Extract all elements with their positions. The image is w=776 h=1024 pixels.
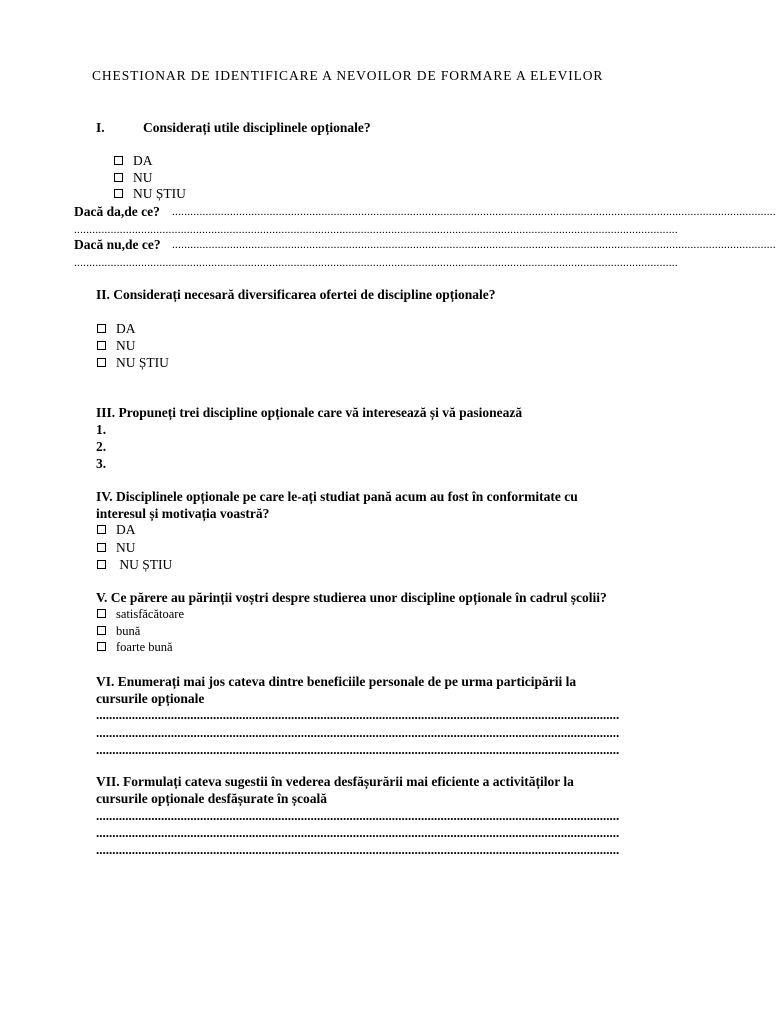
- checkbox-icon[interactable]: [114, 173, 123, 182]
- q4-option-da[interactable]: [97, 522, 136, 538]
- option-label: NU ȘTIU: [116, 557, 173, 572]
- question-7-line-1: VII. Formulați cateva sugestii în vederea desfășurării mai eficiente a activităților la: [96, 774, 574, 789]
- q4-option-nu[interactable]: [97, 540, 136, 556]
- checkbox-icon[interactable]: [97, 525, 106, 534]
- answer-line[interactable]: .................................................................................................................................................................: [96, 707, 620, 722]
- option-label: NU ȘTIU: [116, 355, 169, 370]
- question-1-number: I.: [96, 120, 105, 135]
- q3-item-1: 1.: [96, 422, 107, 437]
- q5-option-foarte-buna[interactable]: [97, 640, 173, 655]
- option-label: DA: [116, 522, 136, 537]
- q1-option-nu[interactable]: [114, 170, 153, 186]
- question-7-line-2: cursurile opționale desfășurate în școală: [96, 791, 327, 806]
- answer-line[interactable]: .................................................................................................................................................................: [96, 742, 620, 757]
- option-label: DA: [133, 153, 153, 168]
- q1-follow-no-label: Dacă nu,de ce?: [74, 237, 161, 252]
- question-2-text: II. Considerați necesară diversificarea ofertei de discipline opționale?: [96, 287, 496, 302]
- checkbox-icon[interactable]: [97, 358, 106, 367]
- answer-line[interactable]: ......................................................................................................................................................................................................: [74, 224, 678, 236]
- checkbox-icon[interactable]: [114, 189, 123, 198]
- document-title: CHESTIONAR DE IDENTIFICARE A NEVOILOR DE FORMARE A ELEVILOR: [92, 68, 604, 83]
- answer-line[interactable]: .................................................................................................................................................................: [96, 725, 620, 740]
- question-6-line-1: VI. Enumerați mai jos cateva dintre beneficiile personale de pe urma participării la: [96, 674, 577, 689]
- checkbox-icon[interactable]: [97, 324, 106, 333]
- option-label: bună: [116, 624, 141, 638]
- q5-option-buna[interactable]: [97, 624, 140, 639]
- question-1-text: Considerați utile disciplinele opționale?: [143, 120, 371, 135]
- q1-option-da[interactable]: [114, 153, 153, 169]
- checkbox-icon[interactable]: [114, 156, 123, 165]
- answer-line[interactable]: ......................................................................................................................................................................................................: [74, 257, 678, 269]
- question-3-text: III. Propuneți trei discipline opționale care vă interesează și vă pasionează: [96, 405, 523, 420]
- q3-item-3: 3.: [96, 456, 107, 471]
- answer-line[interactable]: ......................................................................................................................................................................................................: [172, 239, 776, 251]
- checkbox-icon[interactable]: [97, 642, 106, 651]
- option-label: satisfăcătoare: [116, 607, 185, 621]
- checkbox-icon[interactable]: [97, 609, 106, 618]
- answer-line[interactable]: .................................................................................................................................................................: [96, 842, 620, 857]
- answer-line[interactable]: .................................................................................................................................................................: [96, 808, 620, 823]
- q2-option-nu[interactable]: [97, 338, 136, 354]
- option-label: foarte bună: [116, 640, 173, 654]
- q1-option-nu-stiu[interactable]: [114, 186, 186, 202]
- answer-line[interactable]: .................................................................................................................................................................: [96, 825, 620, 840]
- checkbox-icon[interactable]: [97, 626, 106, 635]
- q3-item-2: 2.: [96, 439, 107, 454]
- checkbox-icon[interactable]: [97, 341, 106, 350]
- checkbox-icon[interactable]: [97, 560, 106, 569]
- option-label: NU ȘTIU: [133, 186, 186, 201]
- option-label: NU: [116, 338, 136, 353]
- question-4-line-1: IV. Disciplinele opționale pe care le-ați studiat pană acum au fost în conformitate cu: [96, 489, 578, 504]
- answer-line[interactable]: ......................................................................................................................................................................................................: [172, 206, 776, 218]
- checkbox-icon[interactable]: [97, 543, 106, 552]
- question-5-text: V. Ce părere au părinții voștri despre studierea unor discipline opționale în cadrul școlii?: [96, 590, 607, 605]
- q1-follow-yes-label: Dacă da,de ce?: [74, 204, 160, 219]
- option-label: DA: [116, 321, 136, 336]
- q2-option-da[interactable]: [97, 321, 136, 337]
- option-label: NU: [133, 170, 153, 185]
- question-6-line-2: cursurile opționale: [96, 691, 205, 706]
- question-4-line-2: interesul și motivația voastră?: [96, 506, 270, 521]
- q2-option-nu-stiu[interactable]: [97, 355, 169, 371]
- q5-option-satisfacatoare[interactable]: [97, 607, 184, 622]
- option-label: NU: [116, 540, 136, 555]
- q4-option-nu-stiu[interactable]: [97, 557, 172, 573]
